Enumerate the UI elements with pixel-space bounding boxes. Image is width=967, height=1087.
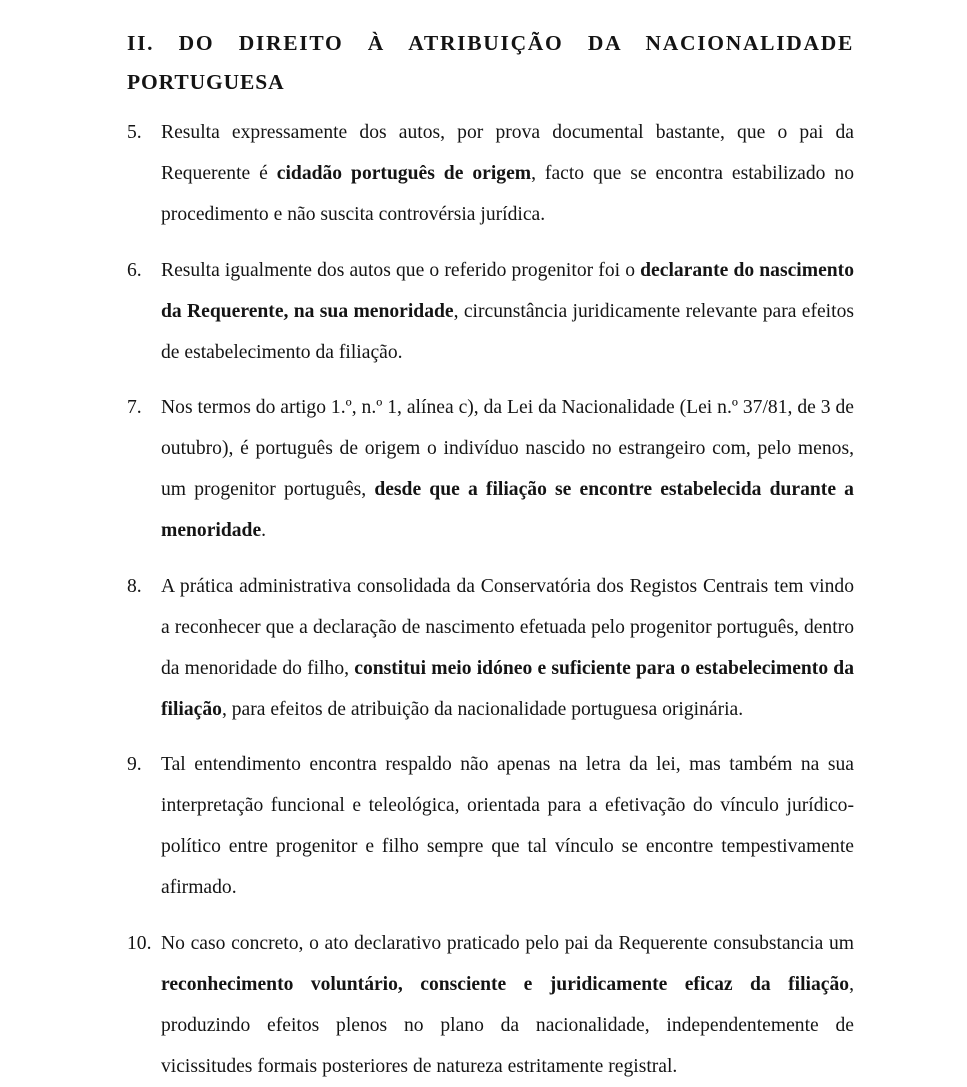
clause-run: Resulta igualmente dos autos que o referido progenitor foi o <box>161 259 641 281</box>
clause-run: , produzindo efeitos plenos no plano da nacionalidade, independentemente de vicissitudes formais posteriores de natureza estritamente registral. <box>161 973 854 1077</box>
clause-run: No caso concreto, o ato declarativo praticado pelo pai da Requerente consubstancia um <box>161 932 854 954</box>
clause-run: Resulta expressamente dos autos, por prova documental bastante, que o pai da Requerente é <box>161 122 854 184</box>
clause-number: 9. <box>127 754 142 775</box>
clause-text <box>161 112 854 235</box>
clause-emphasis: declarante do nascimento da Requerente, na sua menoridade <box>161 259 854 322</box>
clause-run: A prática administrativa consolidada da Conservatória dos Registos Centrais tem vindo a reconhecer que a declaração de nascimento efetuada pelo progenitor português, dentro da menoridade do filho, <box>161 575 854 679</box>
clause-number: 8. <box>127 575 142 597</box>
clause-item <box>127 112 854 235</box>
clause-number: 10. <box>127 932 152 954</box>
clause-number: 7. <box>127 397 142 418</box>
page-title-line-1: II. DO DIREITO À ATRIBUIÇÃO DA NACIONALIDADE <box>127 31 854 55</box>
clause-text <box>161 744 854 908</box>
clause-item <box>127 566 854 730</box>
clause-item <box>127 250 854 373</box>
clause-run: Nos termos do artigo 1.º, n.º 1, alínea c), da Lei da Nacionalidade (Lei n.º 37/81, de 3 de outubro), é português de origem o indivíduo nascido no estrangeiro com, pelo menos, um progenitor português, <box>161 397 854 500</box>
clause-text <box>161 387 854 551</box>
clause-item <box>127 744 854 908</box>
clause-run: Tal entendimento encontra respaldo não apenas na letra da lei, mas também na sua interpretação funcional e teleológica, orientada para a efetivação do vínculo jurídico-político entre progenitor e filho sempre que tal vínculo se encontre tempestivamente afirmado. <box>161 754 854 898</box>
clause-number: 5. <box>127 122 142 143</box>
clause-run: , circunstância juridicamente relevante para efeitos de estabelecimento da filiação. <box>161 300 854 363</box>
clause-emphasis: constitui meio idóneo e suficiente para o estabelecimento da filiação <box>161 657 854 720</box>
clause-text <box>161 923 854 1087</box>
clause-text <box>161 566 854 730</box>
page-title <box>127 24 854 102</box>
clause-run: . <box>261 520 267 541</box>
clause-text <box>161 250 854 373</box>
clause-list <box>127 112 854 1087</box>
clause-item <box>127 387 854 551</box>
clause-emphasis: desde que a filiação se encontre estabelecida durante a menoridade <box>161 479 854 541</box>
clause-run: , para efeitos de atribuição da nacionalidade portuguesa originária. <box>221 698 744 720</box>
clause-number: 6. <box>127 259 142 281</box>
clause-emphasis: cidadão português de origem <box>276 163 532 184</box>
clause-run: , facto que se encontra estabilizado no procedimento e não suscita controvérsia jurídica. <box>161 163 854 225</box>
page-title-line-2: PORTUGUESA <box>127 70 285 94</box>
clause-item <box>127 923 854 1087</box>
clause-emphasis: reconhecimento voluntário, consciente e juridicamente eficaz da filiação <box>161 973 850 995</box>
